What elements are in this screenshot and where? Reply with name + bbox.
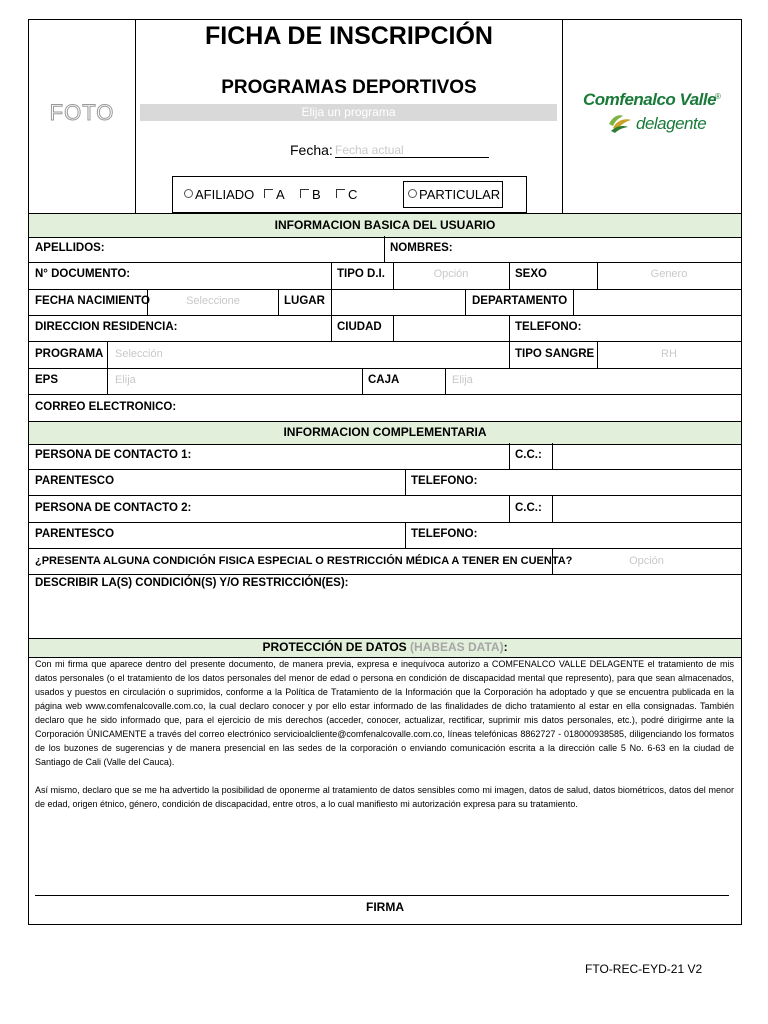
telefono1-label: TELEFONO: [411, 475, 478, 487]
afiliado-option[interactable] [184, 187, 254, 202]
data-title-paren: (HABEAS DATA) [410, 640, 504, 654]
header-divider-right [562, 19, 563, 213]
eps-label: EPS [35, 374, 59, 386]
programa-label: PROGRAMA [35, 348, 104, 360]
data-policy-paragraph: Con mi firma que aparece dentro del presente documento, de manera previa, expresa e inequívoca autorizo a COMFENALCO VALLE DELAGENTE el tratamiento de mis datos personales (o el tratamiento de los datos personales del menor de edad o persona en condición de discapacidad mental que represento), para que sean almacenados, usados y puestos en circulación o suprimidos, conforme a la Política de Tratamiento de la Información que la Corporación ha adoptado y que se encuentra publicada en la página web www.comfenalcovalle.com.co, la cual declaro conocer y por ello estar informado de las finalidades de dicho tratamiento al estar en ella consignadas. También declaro que he sido informado que, para el ejercicio de mis derechos (acceder, conocer, actualizar, rectificar, suprimir mis datos personales, etc.), podré dirigirme ante la Corporación ÚNICAMENTE a través del correo electrónico servicioalcliente@comfenalcovalle.com.co, líneas telefónicas 8862727 - 018000938585, diligenciando los formatos de los buzones de sugerencias y de manera presencial en las sedes de la corporación o enviando comunicación escrita a la dirección calle 5 No. 6-63 en la ciudad de Santiago de Cali (Valle del Cauca). [35, 659, 734, 767]
cell-divider [331, 262, 332, 289]
direccion-label: DIRECCION RESIDENCIA: [35, 321, 178, 333]
telefono-field[interactable] [590, 316, 740, 341]
data-title-colon: : [503, 640, 508, 654]
cell-divider [278, 289, 279, 315]
row-divider [29, 368, 741, 369]
contacto2-field[interactable] [180, 496, 508, 522]
cell-divider [405, 469, 406, 495]
row-divider [29, 341, 741, 342]
lugar-label: LUGAR [284, 295, 325, 307]
tipo-di-select[interactable]: Opción [433, 268, 469, 280]
correo-label: CORREO ELECTRONICO: [35, 401, 177, 413]
caja-select[interactable]: Elija [452, 374, 473, 386]
section-basic-title: INFORMACION BASICA DEL USUARIO [29, 213, 741, 238]
parentesco2-field[interactable] [110, 523, 404, 548]
cell-divider [107, 368, 108, 394]
category-c-option[interactable] [336, 187, 357, 202]
signature-label: FIRMA [366, 900, 404, 914]
cc2-label: C.C.: [515, 502, 542, 514]
cell-divider [362, 368, 363, 394]
section-comp-title: INFORMACION COMPLEMENTARIA [29, 421, 741, 445]
cc1-label: C.C.: [515, 449, 542, 461]
ciudad-label: CIUDAD [337, 321, 382, 333]
program-select[interactable]: Elija un programa [140, 104, 557, 121]
fecha-nacimiento-select[interactable]: Seleccione [186, 295, 240, 307]
leaf-icon [607, 112, 633, 134]
logo-registered-icon: ® [715, 92, 721, 101]
category-c-checkbox[interactable] [336, 189, 345, 198]
caja-label: CAJA [368, 374, 400, 386]
fecha-nacimiento-label: FECHA NACIMIENTO [35, 295, 150, 307]
cell-divider [509, 443, 510, 469]
brand-logo [580, 90, 725, 145]
date-label: Fecha: [290, 142, 333, 158]
form-title: FICHA DE INSCRIPCIÓN [205, 22, 493, 50]
parentesco1-field[interactable] [110, 470, 404, 495]
telefono1-field[interactable] [480, 470, 740, 495]
tipo-sangre-label: TIPO SANGRE [515, 348, 595, 360]
tipo-sangre-select[interactable]: RH [661, 348, 677, 360]
date-input[interactable]: Fecha actual [335, 143, 489, 158]
condicion-question: ¿PRESENTA ALGUNA CONDICIÓN FISICA ESPECIAL O RESTRICCIÓN MÉDICA A TENER EN CUENTA? [35, 555, 573, 567]
category-b-checkbox[interactable] [300, 189, 309, 198]
parentesco2-label: PARENTESCO [35, 528, 115, 540]
form-code: FTO-REC-EYD-21 V2 [585, 962, 703, 976]
describir-field[interactable] [30, 592, 740, 638]
contacto1-field[interactable] [180, 444, 508, 469]
cell-divider [509, 341, 510, 368]
cc1-field[interactable] [553, 444, 740, 469]
nombres-label: NOMBRES: [390, 242, 453, 254]
correo-field[interactable] [165, 395, 740, 421]
sexo-label: SEXO [515, 268, 547, 280]
apellidos-field[interactable] [130, 237, 383, 262]
category-b-option[interactable] [300, 187, 321, 202]
afiliado-label: AFILIADO [195, 187, 255, 202]
form-subtitle: PROGRAMAS DEPORTIVOS [221, 77, 477, 98]
eps-select[interactable]: Elija [115, 374, 136, 386]
apellidos-label: APELLIDOS: [35, 242, 105, 254]
ciudad-field[interactable] [394, 316, 508, 341]
data-title-main: PROTECCIÓN DE DATOS [262, 640, 407, 654]
category-a-option[interactable] [264, 187, 285, 202]
particular-radio[interactable] [408, 189, 417, 198]
category-a-label: A [276, 187, 285, 202]
row-divider [29, 548, 741, 549]
row-divider [29, 574, 741, 575]
cell-divider [509, 315, 510, 341]
telefono-label: TELEFONO: [515, 321, 582, 333]
logo-tagline: delagente [636, 114, 707, 133]
departamento-label: DEPARTAMENTO [472, 295, 568, 307]
documento-label: N° DOCUMENTO: [35, 268, 131, 280]
telefono2-field[interactable] [480, 523, 740, 548]
cell-divider [509, 262, 510, 289]
nombres-field[interactable] [455, 237, 740, 262]
documento-field[interactable] [130, 263, 330, 289]
data-sensitive-paragraph: Así mismo, declaro que se me ha advertido la posibilidad de oponerme al tratamiento de datos sensibles como mi imagen, datos de salud, datos biométricos, datos del menor de edad, origen étnico, género, condición de discapacidad, entre otros, a lo cual manifiesto mi autorización expresa para su tratamiento. [35, 785, 734, 809]
parentesco1-label: PARENTESCO [35, 475, 115, 487]
tipo-di-label: TIPO D.I. [337, 268, 385, 280]
telefono2-label: TELEFONO: [411, 528, 478, 540]
sexo-select[interactable]: Genero [650, 268, 688, 280]
cell-divider [465, 289, 466, 315]
programa-select[interactable]: Selección [115, 348, 163, 360]
contacto2-label: PERSONA DE CONTACTO 2: [35, 502, 192, 514]
lugar-field[interactable] [332, 290, 464, 315]
afiliado-radio[interactable] [184, 189, 193, 198]
describir-label: DESCRIBIR LA(S) CONDICIÓN(S) Y/O RESTRICCIÓN(ES): [35, 577, 349, 589]
photo-placeholder: FOTO [49, 100, 115, 125]
section-data-title [29, 638, 741, 658]
direccion-field[interactable] [180, 316, 330, 341]
condicion-select[interactable]: Opción [629, 555, 664, 567]
cc2-field[interactable] [553, 496, 740, 522]
departamento-field[interactable] [574, 290, 740, 315]
cell-divider [445, 368, 446, 394]
cell-divider [405, 522, 406, 548]
particular-label: PARTICULAR [419, 187, 501, 202]
cell-divider [107, 341, 108, 368]
category-b-label: B [312, 187, 321, 202]
particular-option-label[interactable] [408, 187, 500, 202]
contacto1-label: PERSONA DE CONTACTO 1: [35, 449, 192, 461]
cell-divider [331, 315, 332, 341]
category-a-checkbox[interactable] [264, 189, 273, 198]
cell-divider [509, 495, 510, 522]
signature-line[interactable] [35, 895, 729, 896]
logo-wordmark: Comfenalco Valle [583, 90, 717, 109]
category-c-label: C [348, 187, 358, 202]
cell-divider [384, 236, 385, 262]
